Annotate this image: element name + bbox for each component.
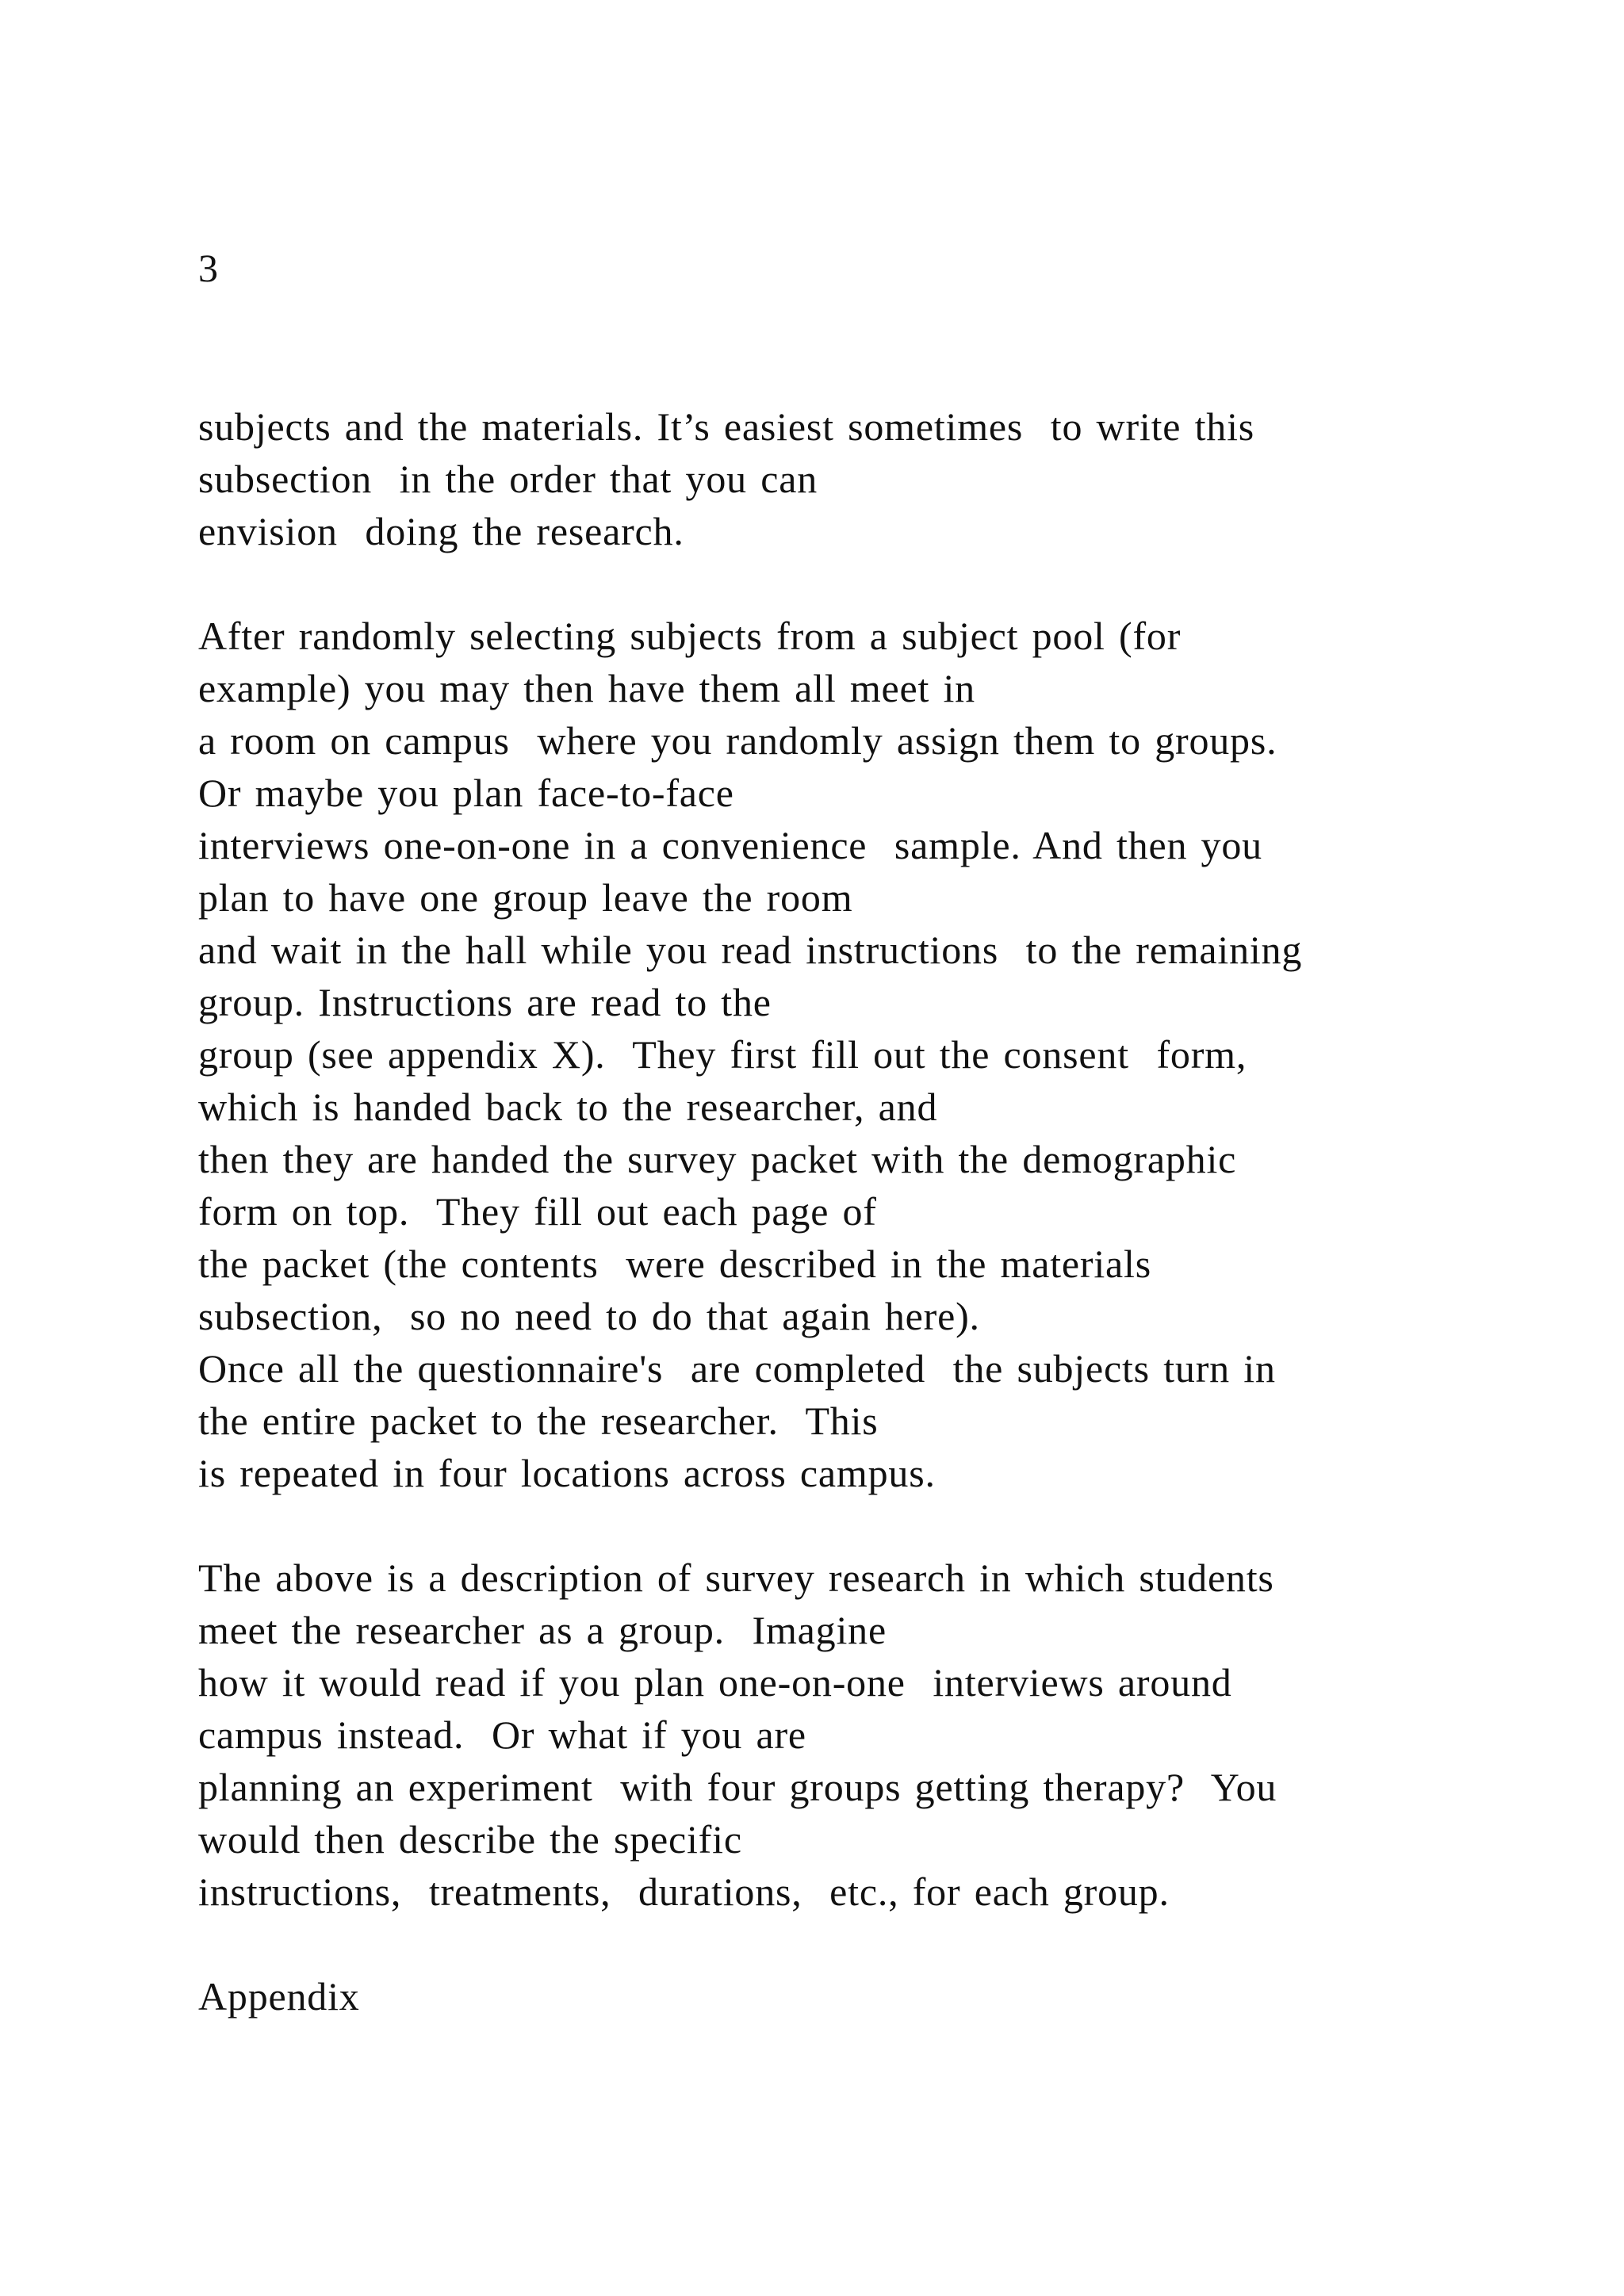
text-line: interviews one-on-one in a convenience sample. And then you	[198, 823, 1262, 867]
text-line: how it would read if you plan one-on-one interviews around	[198, 1660, 1232, 1705]
text-line: subjects and the materials. It’s easiest sometimes to write this	[198, 404, 1255, 449]
text-line: The above is a description of survey research in which students	[198, 1556, 1274, 1600]
text-line: After randomly selecting subjects from a subject pool (for	[198, 614, 1182, 658]
text-line: and wait in the hall while you read instructions to the remaining	[198, 928, 1303, 972]
text-line: envision doing the research.	[198, 509, 684, 553]
text-line: Or maybe you plan face-to-face	[198, 771, 734, 815]
text-line: is repeated in four locations across campus.	[198, 1451, 936, 1495]
text-line: campus instead. Or what if you are	[198, 1712, 806, 1757]
paragraph-1	[198, 400, 1546, 557]
text-line: Once all the questionnaire's are completed the subjects turn in	[198, 1346, 1276, 1391]
paragraph-2	[198, 610, 1546, 1499]
text-line: which is handed back to the researcher, and	[198, 1085, 938, 1129]
text-line: would then describe the specific	[198, 1817, 742, 1862]
text-line: subsection in the order that you can	[198, 457, 818, 501]
paragraph-3	[198, 1552, 1546, 1918]
page-body	[198, 242, 1546, 2022]
text-line: group. Instructions are read to the	[198, 980, 772, 1024]
text-line: then they are handed the survey packet with the demographic	[198, 1137, 1237, 1181]
text-line: a room on campus where you randomly assign them to groups.	[198, 718, 1277, 763]
page-number: 3	[198, 246, 219, 290]
text-line: planning an experiment with four groups getting therapy? You	[198, 1765, 1277, 1809]
text-line: form on top. They fill out each page of	[198, 1189, 877, 1234]
appendix-heading: Appendix	[198, 1974, 360, 2019]
text-line: meet the researcher as a group. Imagine	[198, 1608, 887, 1652]
text-line: group (see appendix X). They first fill out the consent form,	[198, 1032, 1247, 1077]
text-line: instructions, treatments, durations, etc., for each group.	[198, 1869, 1170, 1914]
text-line: plan to have one group leave the room	[198, 875, 853, 920]
text-line: the entire packet to the researcher. This	[198, 1399, 879, 1443]
text-line: the packet (the contents were described in the materials	[198, 1242, 1151, 1286]
text-line: example) you may then have them all meet in	[198, 666, 975, 710]
text-line: subsection, so no need to do that again here).	[198, 1294, 980, 1338]
